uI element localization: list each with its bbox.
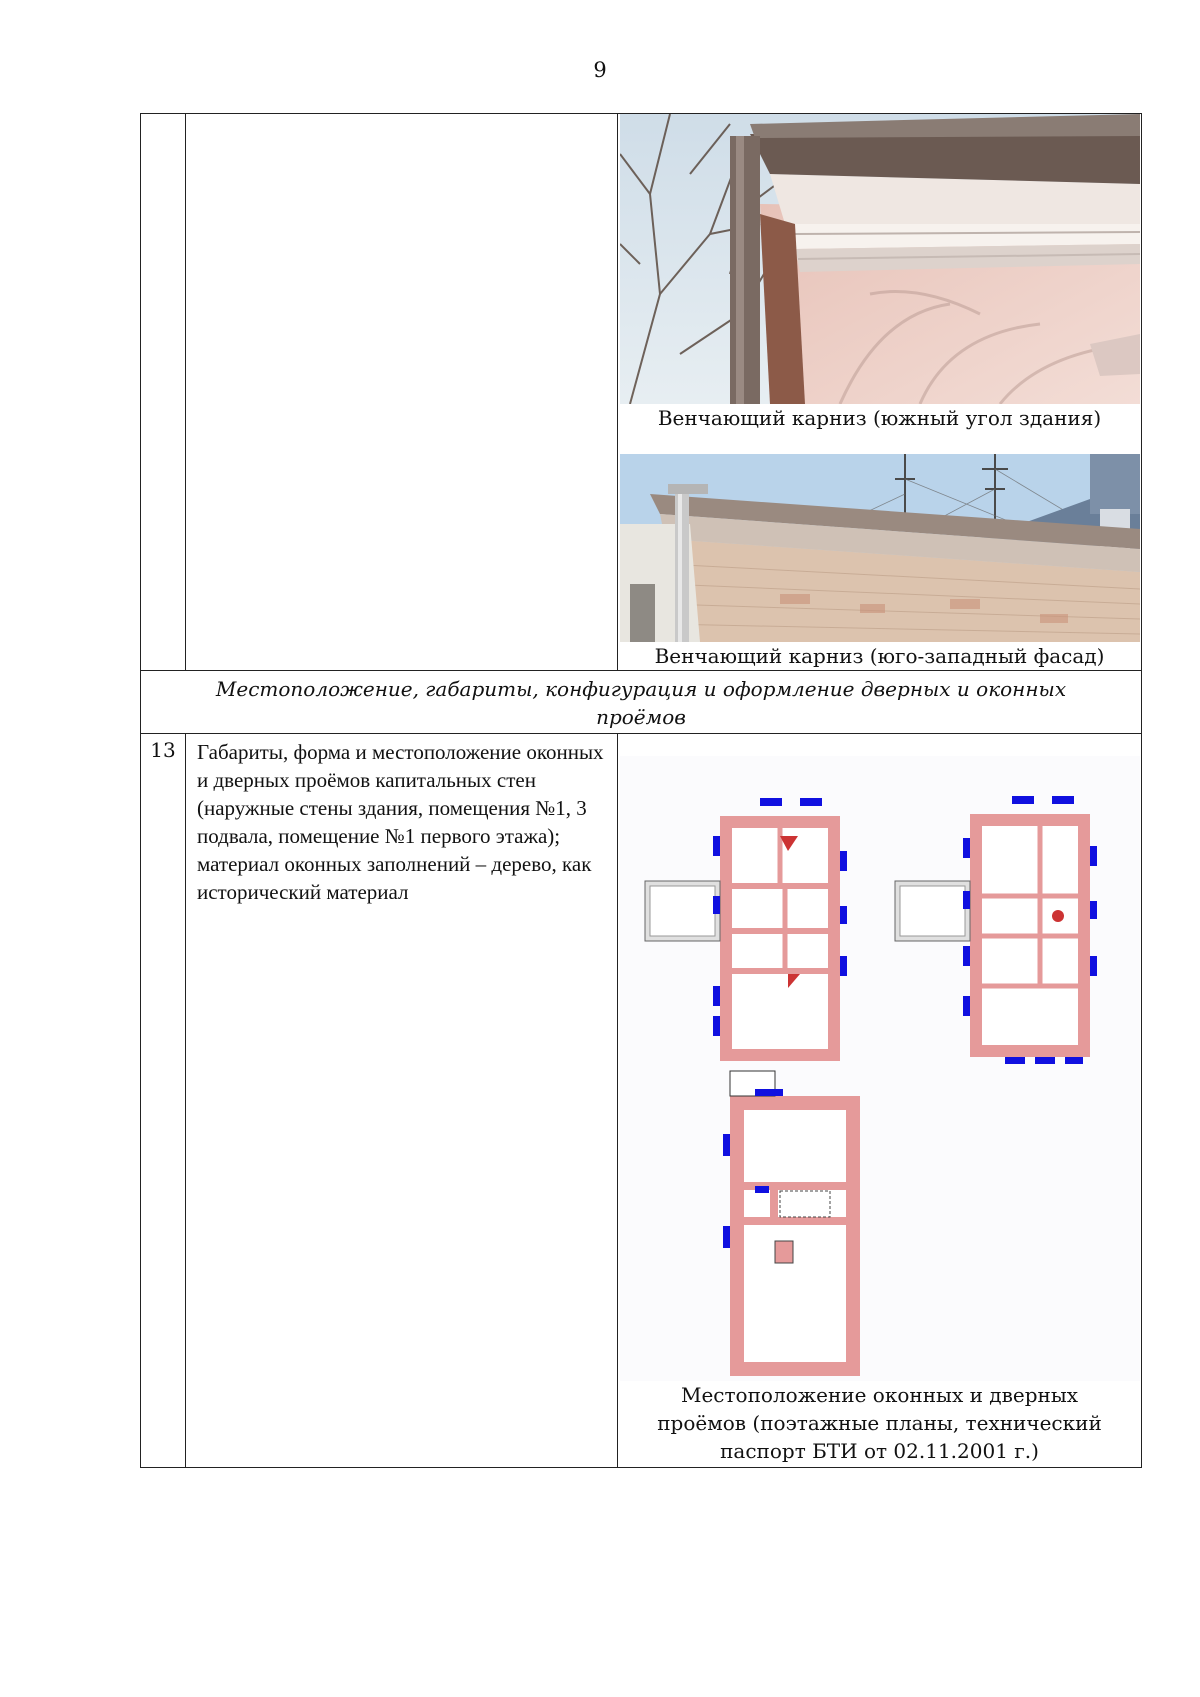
table-row-13	[141, 734, 1142, 1468]
photo1-caption: Венчающий карниз (южный угол здания)	[657, 406, 1102, 430]
document-table	[140, 113, 1142, 1468]
description-cell-empty	[186, 114, 618, 671]
floor-plans-caption: Местоположение оконных и дверных проёмов (поэтажные планы, технический паспорт БТИ от 02.11.2001 г.)	[657, 1383, 1102, 1463]
row-number: 13	[141, 734, 186, 1468]
row-number-cell-empty	[141, 114, 186, 671]
floor-plans-cell	[618, 734, 1142, 1468]
table-row-photos	[141, 114, 1142, 671]
floor-plans-image	[620, 756, 1140, 1381]
photo-cornice-southwest-facade	[620, 454, 1140, 642]
section-header: Местоположение, габариты, конфигурация и оформление дверных и оконных проёмов	[141, 671, 1142, 734]
plan-basement	[723, 1071, 860, 1376]
photo-cornice-south-corner	[620, 114, 1140, 404]
row-description: Габариты, форма и местоположение оконных и дверных проёмов капитальных стен (наружные стены здания, помещения №1, 3 подвала, помещение №1 первого этажа); материал оконных заполнений – дерево, как исторический материал	[186, 734, 618, 1468]
photos-cell	[618, 114, 1142, 671]
photo2-caption: Венчающий карниз (юго-западный фасад)	[654, 644, 1105, 668]
table-row-section-header	[141, 671, 1142, 734]
page-number: 9	[593, 58, 607, 82]
